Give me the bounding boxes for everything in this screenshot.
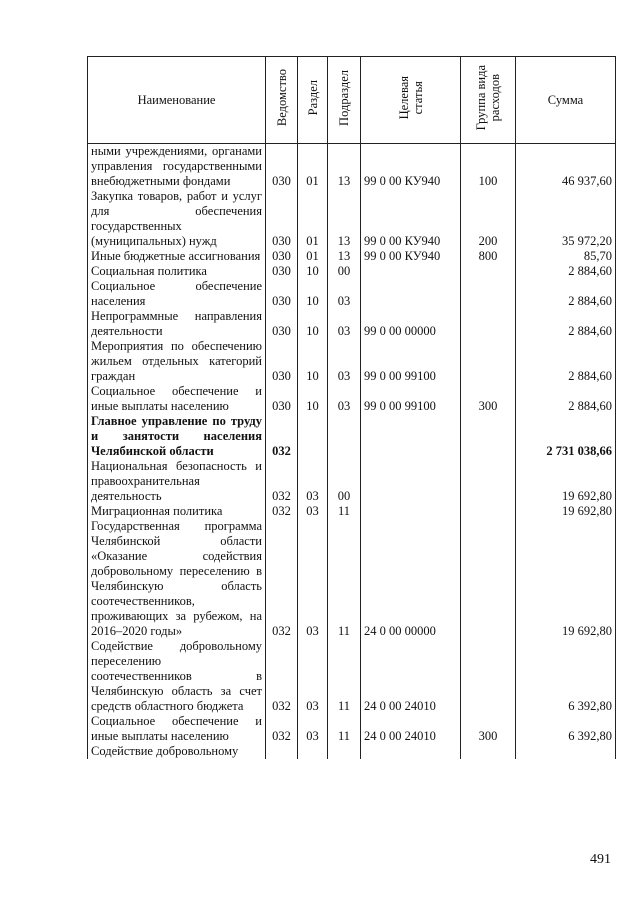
row-name: Миграционная политика [88, 504, 266, 519]
row-sum: 2 884,60 [516, 279, 616, 309]
table-row [88, 339, 616, 384]
row-dept: 030 [266, 339, 298, 384]
row-subsection: 13 [328, 189, 361, 249]
row-name: Социальная политика [88, 264, 266, 279]
row-subsection: 03 [328, 309, 361, 339]
table-row [88, 144, 616, 190]
row-target [361, 504, 461, 519]
budget-table [87, 56, 616, 759]
row-dept: 032 [266, 504, 298, 519]
row-section: 03 [298, 639, 328, 714]
row-sum: 19 692,80 [516, 459, 616, 504]
row-section: 03 [298, 519, 328, 639]
row-section: 10 [298, 279, 328, 309]
row-section [298, 414, 328, 459]
row-target: 99 0 00 99100 [361, 384, 461, 414]
row-group: 200 [461, 189, 516, 249]
row-section: 10 [298, 339, 328, 384]
row-target [361, 264, 461, 279]
table-body [88, 144, 616, 760]
col-subsection-header: Подраздел [337, 70, 351, 126]
row-group [461, 339, 516, 384]
row-target: 24 0 00 24010 [361, 714, 461, 744]
col-section-header: Раздел [305, 80, 320, 116]
row-section: 03 [298, 714, 328, 744]
row-sum: 6 392,80 [516, 639, 616, 714]
row-group [461, 414, 516, 459]
row-section: 01 [298, 189, 328, 249]
row-name: Социальное обеспечение и иные выплаты населению [88, 384, 266, 414]
row-group [461, 309, 516, 339]
row-dept: 030 [266, 384, 298, 414]
row-subsection: 11 [328, 639, 361, 714]
row-section: 10 [298, 384, 328, 414]
table-row [88, 459, 616, 504]
row-target [361, 414, 461, 459]
row-target: 99 0 00 99100 [361, 339, 461, 384]
row-group [461, 519, 516, 639]
table-row [88, 384, 616, 414]
row-dept: 030 [266, 279, 298, 309]
row-subsection: 03 [328, 339, 361, 384]
row-name: Непрограммные направления деятельности [88, 309, 266, 339]
row-target: 99 0 00 КУ940 [361, 249, 461, 264]
row-group: 800 [461, 249, 516, 264]
row-sum: 46 937,60 [516, 144, 616, 190]
row-sum: 19 692,80 [516, 504, 616, 519]
row-dept: 032 [266, 639, 298, 714]
col-sum-header: Сумма [516, 57, 616, 144]
row-subsection [328, 744, 361, 759]
col-target-header: Целевая статья [396, 76, 425, 120]
col-group-header: Группа вида расходов [474, 65, 502, 131]
row-sum: 85,70 [516, 249, 616, 264]
row-dept: 030 [266, 144, 298, 190]
row-name: ными учреждениями, органами управления государственными внебюджетными фондами [88, 144, 266, 190]
table-row [88, 309, 616, 339]
row-section: 03 [298, 459, 328, 504]
row-name: Содействие добровольному переселению соотечественников в Челябинскую область за счет средств областного бюджета [88, 639, 266, 714]
row-section: 10 [298, 309, 328, 339]
row-sum: 2 884,60 [516, 384, 616, 414]
row-dept: 030 [266, 264, 298, 279]
row-name: Национальная безопасность и правоохранительная деятельность [88, 459, 266, 504]
table-row [88, 639, 616, 714]
row-subsection: 13 [328, 249, 361, 264]
row-sum: 2 884,60 [516, 264, 616, 279]
row-group [461, 264, 516, 279]
row-name: Закупка товаров, работ и услуг для обеспечения государственных (муниципальных) нужд [88, 189, 266, 249]
row-dept: 032 [266, 414, 298, 459]
row-group [461, 639, 516, 714]
row-subsection: 00 [328, 264, 361, 279]
row-dept: 030 [266, 249, 298, 264]
row-dept: 032 [266, 519, 298, 639]
row-name: Мероприятия по обеспечению жильем отдельных категорий граждан [88, 339, 266, 384]
table-row [88, 414, 616, 459]
row-group: 100 [461, 144, 516, 190]
col-name-header: Наименование [88, 57, 266, 144]
row-group: 300 [461, 714, 516, 744]
row-subsection: 11 [328, 519, 361, 639]
row-target: 99 0 00 00000 [361, 309, 461, 339]
row-name: Социальное обеспечение и иные выплаты населению [88, 714, 266, 744]
page-number: 491 [590, 852, 611, 867]
row-subsection: 11 [328, 714, 361, 744]
row-sum: 2 884,60 [516, 309, 616, 339]
col-dept-header: Ведомство [274, 69, 289, 127]
row-subsection: 13 [328, 144, 361, 190]
row-subsection: 03 [328, 279, 361, 309]
row-section: 01 [298, 144, 328, 190]
row-subsection: 00 [328, 459, 361, 504]
header-row [88, 57, 616, 144]
table-row [88, 714, 616, 744]
row-sum: 2 731 038,66 [516, 414, 616, 459]
row-group [461, 744, 516, 759]
table-row [88, 249, 616, 264]
table-row [88, 504, 616, 519]
row-name: Социальное обеспечение населения [88, 279, 266, 309]
row-dept: 030 [266, 189, 298, 249]
row-dept: 032 [266, 459, 298, 504]
row-target: 24 0 00 00000 [361, 519, 461, 639]
row-subsection: 11 [328, 504, 361, 519]
row-group [461, 459, 516, 504]
row-subsection [328, 414, 361, 459]
row-dept: 032 [266, 714, 298, 744]
row-group [461, 279, 516, 309]
row-section [298, 744, 328, 759]
row-target: 99 0 00 КУ940 [361, 189, 461, 249]
row-section: 10 [298, 264, 328, 279]
row-name: Иные бюджетные ассигнования [88, 249, 266, 264]
row-name: Государственная программа Челябинской области «Оказание содействия добровольному переселению в Челябинскую область соотечественников, проживающих за рубежом, на 2016–2020 годы» [88, 519, 266, 639]
row-target [361, 459, 461, 504]
row-target: 24 0 00 24010 [361, 639, 461, 714]
row-dept [266, 744, 298, 759]
row-sum: 35 972,20 [516, 189, 616, 249]
row-section: 01 [298, 249, 328, 264]
table-row [88, 189, 616, 249]
row-name: Главное управление по труду и занятости населения Челябинской области [88, 414, 266, 459]
row-sum [516, 744, 616, 759]
row-group: 300 [461, 384, 516, 414]
table-row [88, 744, 616, 759]
row-target: 99 0 00 КУ940 [361, 144, 461, 190]
row-dept: 030 [266, 309, 298, 339]
row-target [361, 744, 461, 759]
row-name: Содействие добровольному [88, 744, 266, 759]
table-row [88, 279, 616, 309]
row-sum: 2 884,60 [516, 339, 616, 384]
row-subsection: 03 [328, 384, 361, 414]
row-section: 03 [298, 504, 328, 519]
row-target [361, 279, 461, 309]
row-sum: 19 692,80 [516, 519, 616, 639]
table-row [88, 264, 616, 279]
row-group [461, 504, 516, 519]
row-sum: 6 392,80 [516, 714, 616, 744]
table-row [88, 519, 616, 639]
